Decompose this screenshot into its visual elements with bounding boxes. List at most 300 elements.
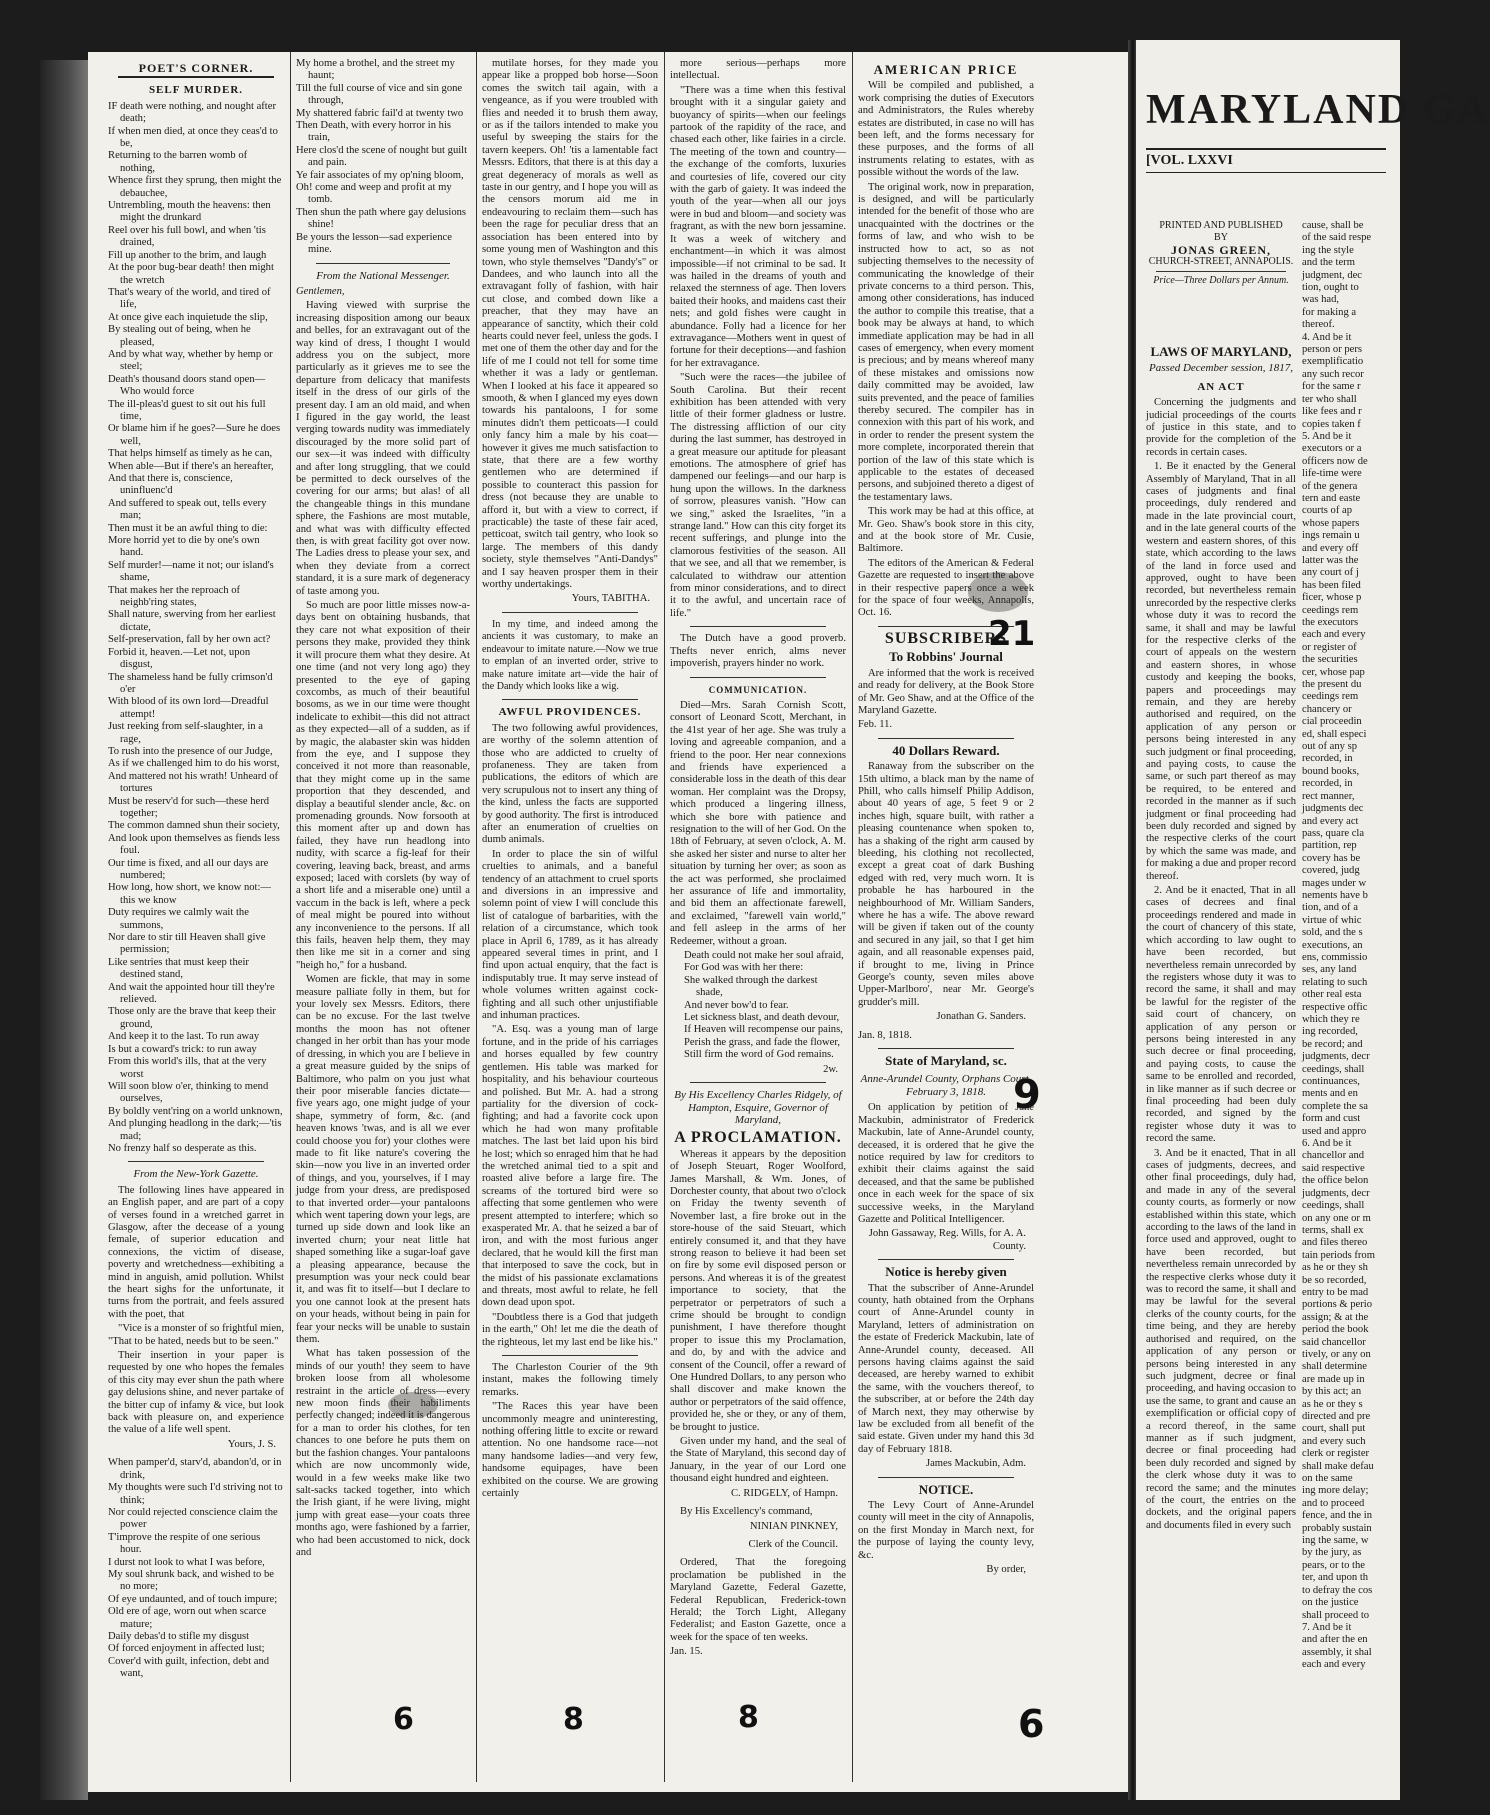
divider bbox=[690, 677, 826, 678]
paragraph: "The Races this year have been uncommonly meagre and uninteresting, nothing offering little to excite or reward attention. No one handsome race—not many handsome ladies—and very few, handsome equipages, have been exhibited on the course. We are growing certainly bbox=[482, 1401, 658, 1500]
poem-line: The ill-pleas'd guest to sit out his full time, bbox=[108, 398, 266, 422]
poem-line: Untrembling, mouth the heavens: then might the drunkard bbox=[108, 200, 271, 224]
proclamation-preamble: By His Excellency Charles Ridgely, of Hampton, Esquire, Governor of Maryland, bbox=[674, 1089, 842, 1126]
text-fragment: tion, and of a bbox=[1302, 902, 1358, 914]
poem-line: And look upon themselves as fiends less foul. bbox=[108, 832, 280, 857]
poem-line: My thoughts were such I'd striving not to think; bbox=[108, 1482, 283, 1506]
divider bbox=[690, 626, 826, 627]
american-price-heading: AMERICAN PRICE bbox=[873, 62, 1019, 77]
poem-line: And wait the appointed hour till they're relieved. bbox=[108, 981, 275, 1006]
poem-line: Nor could rejected conscience claim the power bbox=[108, 1506, 278, 1531]
subscribers-date: Feb. 11. bbox=[858, 719, 893, 731]
column-rule bbox=[664, 52, 665, 1782]
poem-glasgow-continued bbox=[296, 58, 470, 257]
text-fragment: covered, judg bbox=[1302, 865, 1360, 877]
poem-line: Here clos'd the scene of nought but guilt and pain. bbox=[296, 144, 468, 169]
divider bbox=[502, 612, 638, 613]
poem-line: From this world's ills, that at the very worst bbox=[108, 1056, 267, 1080]
text-fragment: said respective bbox=[1302, 1162, 1365, 1174]
text-fragment: assembly, it shal bbox=[1302, 1646, 1372, 1658]
poets-corner-heading: POET'S CORNER. bbox=[118, 62, 274, 78]
text-fragment: terms, shall ex bbox=[1302, 1224, 1364, 1236]
text-fragment: complete the sa bbox=[1302, 1100, 1368, 1112]
text-fragment: the present du bbox=[1302, 679, 1362, 691]
text-fragment: court, shall put bbox=[1302, 1423, 1366, 1435]
text-fragment: courts of ap bbox=[1302, 505, 1353, 517]
paragraph: The two following awful providences, are worthy of the solemn attention of those who are addicted to cruelty of profaneness. They are taken from publications, the editors of which are very scrupulous not to insert any thing of the kind, unless the facts are supported by good authority. The first is introduced after an enumeration of cruelties on dumb animals. bbox=[482, 722, 658, 846]
poem-line: My shattered fabric fail'd at twenty two bbox=[296, 107, 464, 119]
text-fragment: bound books, bbox=[1302, 765, 1360, 777]
column-awful-providences bbox=[482, 58, 658, 1778]
notice2-signature: By order, bbox=[986, 1564, 1026, 1576]
poem-line: Like sentries that must keep their destined stand, bbox=[108, 956, 249, 981]
proclamation-title: A PROCLAMATION. bbox=[674, 1129, 842, 1147]
text-fragment: cause, shall be bbox=[1302, 220, 1364, 231]
poem-line: Oh! come and weep and profit at my tomb. bbox=[296, 182, 452, 206]
awful-providences-heading: AWFUL PROVIDENCES. bbox=[498, 706, 642, 719]
text-fragment: whose papers bbox=[1302, 517, 1360, 529]
text-fragment: probably sustain bbox=[1302, 1522, 1372, 1534]
proclamation-clerk: NINIAN PINKNEY, bbox=[749, 1520, 838, 1532]
paragraph: The editors of the American & Federal Gazette are requested to insert the above in their respective papers once a week for the space of four weeks, Annapolis, Oct. 16. bbox=[858, 557, 1034, 619]
dutch-proverb: The Dutch have a good proverb. Thefts never enrich, alms never impoverish, prayers hinder no work. bbox=[670, 633, 846, 670]
text-fragment: out of any sp bbox=[1302, 741, 1358, 753]
state-signature: John Gassaway, Reg. Wills, for A. A. County. bbox=[868, 1228, 1026, 1252]
text-fragment: ceedings, shall bbox=[1302, 1200, 1365, 1212]
poem-line: Reel over his full bowl, and when 'tis drained, bbox=[108, 224, 266, 249]
text-fragment: and files thereo bbox=[1302, 1237, 1368, 1249]
text-fragment: shall make defau bbox=[1302, 1460, 1374, 1472]
laws-session: Passed December session, 1817, bbox=[1149, 362, 1293, 375]
text-fragment: of the said respe bbox=[1302, 232, 1372, 244]
text-fragment: chancellor and bbox=[1302, 1150, 1365, 1162]
text-fragment: any court of j bbox=[1302, 567, 1359, 579]
text-fragment: mages under w bbox=[1302, 877, 1367, 889]
poem-line: And never bow'd to fear. bbox=[684, 999, 789, 1011]
laws-column bbox=[1146, 340, 1296, 1534]
poem-line: That's weary of the world, and tired of life, bbox=[108, 286, 271, 311]
column-races-proclamation bbox=[670, 58, 846, 1778]
text-fragment: form and cust bbox=[1302, 1113, 1361, 1125]
text-fragment: executors or a bbox=[1302, 443, 1362, 455]
text-fragment: and to proceed bbox=[1302, 1497, 1365, 1509]
poem-line: Those only are the brave that keep their ground, bbox=[108, 1006, 276, 1030]
new-york-gazette-heading: From the New-York Gazette. bbox=[133, 1168, 259, 1181]
text-fragment: was had, bbox=[1302, 294, 1340, 306]
column-rule bbox=[852, 52, 853, 1782]
text-fragment: latter was the bbox=[1302, 554, 1359, 566]
act-section: 1. Be it enacted by the General Assembly of Maryland, That in all cases of judgments and final proceedings, duly rendered and made in the late provincial court, and in the late general courts of the western and eastern shores, of this state, which according to the laws of the land in force used and approved, ought to have been recorded, but nevertheless remain unrecorded by the respective clerks whose duty it was to record the same, it shall and may be lawful for the respective clerks of the court of appeals on the western and eastern shores, in whose custody and keeping the books, papers and proceedings may remain, and they are hereby authorised and required, on the application of any person or persons being interested in any such judgment or final proceeding, and paying costs, to cause the same, or such part thereof as may be required, to be entered and recorded in the manner as if such judgment or final proceeding had been duly recorded and signed by the respective clerks of the court by which the same was made, and for making a due and proper record thereof. bbox=[1146, 461, 1297, 882]
proclamation-order: Ordered, That the foregoing proclamation be published in the Maryland Gazette, Federal Gazette, Federal Republican, Frederick-town Herald; the Torch Light, Allegany Federalist; and Easton Gazette, once a week for the space of ten weeks. bbox=[670, 1557, 846, 1643]
footnote: In my time, and indeed among the ancients it was customary, to make an endeavour to imitate nature.—Now we true to emplan of an inverted order, strive to make nature imitate art—vide the hair of the Dandy which looks like a wig. bbox=[482, 618, 658, 692]
poem-line: Cover'd with guilt, infection, debt and want, bbox=[108, 1655, 270, 1680]
gazette-signature: Yours, J. S. bbox=[227, 1438, 276, 1450]
poem-line: Whence first they sprung, then might the debauchee, bbox=[108, 175, 282, 199]
poem-line: Must be reserv'd for such—these herd together; bbox=[108, 795, 270, 819]
text-fragment: person or pers bbox=[1302, 344, 1363, 356]
poem-line: Death could not make her soul afraid, bbox=[684, 950, 844, 962]
paragraph: "A. Esq. was a young man of large fortune, and in the pride of his carriages and horses equalled by few country gentlemen. His table was marked for hospitality, and his behaviour courteous and polished. But Mr. A. had a strong partiality for the diversion of cock-fighting; and had a favorite cock upon which he had won many profitable matches. The last bet laid upon his bird he lost; which so enraged him that he had the wretched animal tied to a spit and roasted alive before a large fire. The screams of the tortured bird were so affecting that some gentlemen who were present attempted to interfere; which so exasperated Mr. A. that he seized a bar of iron, and with the most furious anger declared, that he would kill the first man that interposed to save the cock, but in the midst of his passionate exclamations and threats, most awful to relate, he fell down dead upon spot. bbox=[482, 1024, 658, 1309]
poem-line: As if we challenged him to do his worst, bbox=[108, 758, 280, 770]
text-fragment: ter, and upon th bbox=[1302, 1572, 1369, 1584]
text-fragment: 5. And be it bbox=[1302, 430, 1352, 442]
poem-line: The shameless hand be fully crimson'd o'er bbox=[108, 671, 273, 695]
poem-title-self-murder: SELF MURDER. bbox=[148, 84, 244, 97]
notice2-text: The Levy Court of Anne-Arundel county will meet in the city of Annapolis, on the first Monday in March next, for the purpose of laying the county levy, &c. bbox=[858, 1500, 1034, 1561]
text-fragment: judgments dec bbox=[1302, 803, 1364, 815]
poem-line: And keep it to the last. To run away bbox=[108, 1031, 260, 1043]
text-fragment: to defray the cos bbox=[1302, 1584, 1373, 1596]
poem-line: For God was with her there: bbox=[684, 962, 804, 974]
poem-line: My soul shrunk back, and wished to be no more; bbox=[108, 1568, 274, 1593]
reward-signature: Jonathan G. Sanders. bbox=[936, 1011, 1026, 1023]
text-fragment: directed and pre bbox=[1302, 1411, 1371, 1422]
notice-heading: Notice is hereby given bbox=[885, 1264, 1007, 1280]
poem-line: Let sickness blast, and death devour, bbox=[684, 1012, 840, 1024]
text-fragment: said chancellor bbox=[1302, 1336, 1366, 1348]
text-fragment: of the genera bbox=[1302, 480, 1358, 492]
text-fragment: pass, quare cla bbox=[1302, 827, 1365, 839]
text-fragment: shall determine bbox=[1302, 1361, 1368, 1373]
publisher-line1: PRINTED AND PUBLISHED bbox=[1159, 220, 1283, 231]
newspaper-page-right bbox=[1136, 40, 1490, 1800]
poem-line: And suffered to speak out, tells every man; bbox=[108, 497, 267, 522]
notice-signature: James Mackubin, Adm. bbox=[925, 1458, 1026, 1470]
text-fragment: ceedings rem bbox=[1302, 691, 1359, 703]
poem-self-murder bbox=[108, 101, 284, 1156]
text-fragment: judgment, dec bbox=[1302, 269, 1363, 281]
text-fragment: on any one or m bbox=[1302, 1212, 1371, 1224]
text-fragment: tion, ought to bbox=[1302, 282, 1359, 294]
text-fragment: ings remain u bbox=[1302, 530, 1360, 542]
text-fragment: chancery or bbox=[1302, 703, 1352, 715]
handwritten-number: 6 bbox=[393, 1702, 414, 1737]
book-edge-left bbox=[40, 60, 88, 1800]
text-fragment: each and every bbox=[1302, 629, 1366, 641]
text-fragment: 4. And be it bbox=[1302, 331, 1352, 343]
text-fragment: the executors bbox=[1302, 617, 1359, 628]
proclamation-text: Whereas it appears by the deposition of Joseph Steuart, Roger Woolford, James Marshall, & Wm. Jones, of Dorchester county, that about two o'clock on Friday the twenty seventh of November last, a fire broke out in the store-house of the said Steuart, which entirely consumed it, and that they have strong reason to believe it had been set on fire by some evil disposed person or persons. And whereas it is of the greatest importance to society, that the perpetrator or perpetrators of such a crime should be brought to condign punishment, I have therefore thought proper to issue this my Proclamation, and do, by and with the advice and consent of the Council, offer a reward of One Hundred Dollars, to any person who shall discover and make known the author or perpetrators of the said offence, provided he, she or they, or any of them, be brought to justice. bbox=[670, 1148, 846, 1433]
paragraph: What has taken possession of the minds of our youth! they seem to have broken loose from all wholesome restraint in the article of dress—every new moon finds their habiliments perfectly changed; indeed it is dangerous for a man to order his clothes, for ten chances to one before he puts them on but the fashion changes. Your pantaloons which are now uncommonly wide, would in a few weeks make like two salt-sacks tacked together, into which the Irish giant, if he were living, might jump with great ease—your coats three months ago, were fashioned by a farrier, who had been accustomed to nick, dock and bbox=[296, 1348, 470, 1558]
divider bbox=[878, 1259, 1014, 1260]
handwritten-number: 8 bbox=[563, 1702, 584, 1737]
poem-line: Duty requires we calmly wait the summons, bbox=[108, 907, 249, 931]
paragraph: "There was a time when this festival brought with it a singular gaiety and buoyancy of spirits—when our feelings partook of the rapidity of the race, and chased each other, like fairies in a circle. The meeting of the town and country—the exchange of the comforts, luxuries and courtesies of life, covered our city with the garb of gaiety. It was indeed the youth of the year—when all our joys were in bud and bloom—and society was fragrant, as with the new born jessamine. It was a week of witchery and enchantment—in which it was almost impossible—if not criminal to be sad. It was hailed in the dreams of youth and relaxed the sternness of age. Then lovers baited their hooks, and maidens cast their nets; and gold fishes were caught in abundance. Folly had a licence for her extravagance—Mothers went in quest of fortune for their deceptions—and fashion for her extravagance. bbox=[670, 84, 846, 369]
text-fragment: other real esta bbox=[1302, 989, 1362, 1001]
publisher-line2: BY bbox=[1214, 232, 1228, 243]
text-fragment: ments and en bbox=[1302, 1088, 1358, 1100]
text-fragment: on the justice bbox=[1302, 1597, 1359, 1609]
text-fragment: by this act; an bbox=[1302, 1386, 1362, 1398]
text-fragment: has been filed bbox=[1302, 579, 1361, 591]
text-fragment: life-time were bbox=[1302, 468, 1362, 480]
handwritten-number: 21 bbox=[988, 614, 1036, 654]
text-fragment: be record; and bbox=[1302, 1038, 1363, 1050]
poem-line: Daily debas'd to stifle my disgust bbox=[108, 1630, 250, 1642]
column-messenger bbox=[296, 58, 470, 1778]
text-fragment: by the jury, as bbox=[1302, 1547, 1362, 1559]
text-fragment: thereof. bbox=[1302, 319, 1335, 331]
divider bbox=[316, 263, 450, 264]
proclamation-date: Jan. 15. bbox=[670, 1646, 703, 1658]
text-fragment: ing recorded, bbox=[1302, 1026, 1358, 1038]
verse-signature: 2w. bbox=[823, 1063, 838, 1075]
text-fragment: rect manner, bbox=[1302, 790, 1355, 802]
subscribers-subheading: To Robbins' Journal bbox=[889, 649, 1003, 665]
text-fragment: recorded, in bbox=[1302, 778, 1353, 790]
act-section: 3. And be it enacted, That in all cases of judgments, decrees, and other final proceedings, duly had, and made in any of the several county courts, as formerly or now established within this state, which according to the laws of the land in force used and approved, ought to have been recorded, but nevertheless remain unrecorded by the respective clerks whose duty it was to record the same, it shall and may be lawful for the several clerks of the county courts, for the time being, and they are hereby authorised and required, on the application of any person or persons being interested in any such judgment, decree or final proceeding, and having occasion to use the same, to grant and cause an exemplification or official copy of a record thereof, in the same manner as if such judgment, decree or final proceeding had been duly recorded and signed by the clerk whose duty it was to record the same; and the minutes of the court, the entries on the dockets, and the original papers and documents filed in every such bbox=[1146, 1147, 1296, 1531]
handwritten-number: 8 bbox=[738, 1700, 759, 1735]
text-fragment: continuances, bbox=[1302, 1076, 1360, 1088]
poem-line: Is but a coward's trick: to run away bbox=[108, 1043, 257, 1055]
price-line: Price—Three Dollars per Annum. bbox=[1153, 275, 1289, 286]
gazette-quote: "Vice is a monster of so frightful mien, "That to be hated, needs but to be seen." bbox=[108, 1323, 284, 1347]
poem-line: My home a brothel, and the street my haunt; bbox=[296, 58, 455, 82]
notice2-heading: NOTICE. bbox=[918, 1481, 974, 1497]
text-fragment: assign; & at the bbox=[1302, 1311, 1369, 1323]
text-fragment: and after the en bbox=[1302, 1634, 1368, 1646]
text-fragment: shall proceed to bbox=[1302, 1609, 1370, 1621]
poem-line: Forbid it, heaven.—Let not, upon disgust, bbox=[108, 646, 251, 671]
text-fragment: virtue of whic bbox=[1302, 914, 1362, 926]
publisher-name: JONAS GREEN, bbox=[1170, 243, 1271, 257]
paragraph: "Doubtless there is a God that judgeth in the earth," Oh! let me die the death of the righteous, let my last end be like his." bbox=[482, 1311, 658, 1348]
text-fragment: for the same r bbox=[1302, 381, 1361, 393]
text-fragment: ficer, whose p bbox=[1302, 592, 1362, 604]
paragraph: This work may be had at this office, at Mr. Geo. Shaw's book store in this city, and at the book store of Mr. Cusie, Baltimore. bbox=[858, 506, 1034, 555]
communication-heading: COMMUNICATION. bbox=[708, 684, 808, 695]
poem-line: At once give each inquietude the slip, bbox=[108, 311, 268, 323]
state-text: On application by petition of Jane Mackubin, administrator of Frederick Mackubin, late of Anne-Arundel county, deceased, it is ordered that he give the notice required by law for creditors to exhibit their claims against the said deceased, and that the same be published once in each week for the space of six successive weeks, in the Maryland Gazette and Political Intelligencer. bbox=[858, 1102, 1034, 1225]
text-fragment: as he or they sh bbox=[1302, 1262, 1368, 1274]
text-fragment: executions, an bbox=[1302, 939, 1363, 951]
text-fragment: ses, any land bbox=[1302, 964, 1357, 976]
poem-line: By boldly vent'ring on a world unknown, bbox=[108, 1105, 283, 1117]
text-fragment: ceedings rem bbox=[1302, 604, 1359, 616]
text-fragment: period the book bbox=[1302, 1324, 1369, 1336]
text-fragment: ing more delay; bbox=[1302, 1485, 1369, 1497]
text-fragment: 7. And be it bbox=[1302, 1621, 1352, 1633]
poem-line: She walked through the darkest shade, bbox=[684, 974, 818, 999]
text-fragment: and the term bbox=[1302, 257, 1355, 269]
text-fragment: recorded, in bbox=[1302, 753, 1353, 765]
poem-line: And mattered not his wrath! Unheard of tortures bbox=[108, 770, 279, 795]
column-rule bbox=[476, 52, 477, 1782]
text-fragment: tern and easte bbox=[1302, 492, 1361, 504]
masthead-title: MARYLAND GA bbox=[1146, 87, 1490, 133]
text-fragment: ed, shall especi bbox=[1302, 728, 1367, 740]
text-fragment: portions & perio bbox=[1302, 1299, 1373, 1311]
subscribers-text: Are informed that the work is received and ready for delivery, at the Book Store of Mr. Geo Shaw, and at the Office of the Maryland Gazette. bbox=[858, 667, 1034, 716]
divider bbox=[502, 1355, 638, 1356]
paragraph: The original work, now in preparation, is designed, and will be particularly intended for the benefit of those who are unacquainted with the doctrines or the forms of law, and who wish to be instructed how to act, so as not subjecting themselves to the necessity of communicating the knowledge of their private concerns to a third person. This, among other considerations, has induced the author to compile this treatise, that a book may be always at hand, to which immediate application may be had in all cases of emergency, when every moment is precious; and by means whereof many of these mistakes and omissions now daily committed may be avoided, law suits prevented, and the peace of families thereby secured. The compiler has in connexion with this part of his work, and in order to render the present system the more complete, incorporated therein that portion of the law of this state which is applicable to the estates of deceased persons, and subjoined thereto a digest of the testamentary laws. bbox=[858, 181, 1034, 503]
paragraph: Women are fickle, that may in some measure palliate folly in them, but for your lovely sex Messrs. Editors, there can be no excuse. For the last twelve months the moon has not oftener changed in her orbit than has your mode of dressing, in which you are I believe in a great measure guided by the snips of Baltimore, who palm on you just what their poor miserable fancies dictate—five years ago, one might judge of your shape, symmetry of form, &c. (and heaven knows 'twas, and is all we ever could choose you for) your clothes were made to fit like nature's covering the skin—now you live in an inverted order of things, and you, yourselves, if I may judge from your dress, are predisposed to that inverted order—your pantaloons which went tapering down your legs, are turned up side down and look like an inverted churn; your neat little hat shaped something like a sugar-loaf gave a pleasing appearance, because the presumption was your neck could bear it, and was fit to itself—but I declare to you one cannot look at the present hats on your heads, without being in pain for fear your necks will be unable to sustain them. bbox=[296, 974, 470, 1346]
poem-line: Returning to the barren womb of nothing, bbox=[108, 150, 248, 174]
poem-line: And by what way, whether by hemp or steel; bbox=[108, 348, 273, 373]
handwritten-number: 9 bbox=[1013, 1072, 1041, 1118]
poem-line: That makes her the reproach of neighb'ring states, bbox=[108, 584, 241, 609]
column-poets-corner bbox=[108, 58, 284, 1778]
poem-line: Shall nature, swerving from her earliest dictate, bbox=[108, 609, 276, 633]
poem-line: That helps himself as timely as he can, bbox=[108, 448, 273, 460]
text-fragment: and every off bbox=[1302, 542, 1359, 554]
poem-line: Old ere of age, worn out when scarce mature; bbox=[108, 1606, 267, 1630]
poem-line: IF death were nothing, and nought after death; bbox=[108, 100, 276, 125]
poem-line: And plunging headlong in the dark;—'tis mad; bbox=[108, 1118, 282, 1142]
gazette-request: Their insertion in your paper is requested by one who hopes the females of this city may ever shun the path where gay delusions shine, and never partake of the bitter cup of infamy & vice, but look back with pleasure on, and experience the value of a life well spent. bbox=[108, 1350, 284, 1436]
text-fragment: for making a bbox=[1302, 306, 1357, 318]
text-fragment: nements have b bbox=[1302, 889, 1368, 901]
divider bbox=[878, 738, 1014, 739]
poem-line: When pamper'd, starv'd, abandon'd, or in drink, bbox=[108, 1457, 282, 1481]
text-fragment: sold, and the s bbox=[1302, 927, 1363, 939]
proclamation-given: Given under my hand, and the seal of the State of Maryland, this second day of January, in the year of our Lord one thousand eight hundred and eighteen. bbox=[670, 1436, 846, 1485]
text-fragment: clerk or register bbox=[1302, 1448, 1370, 1460]
laws-heading: LAWS OF MARYLAND, bbox=[1150, 344, 1292, 359]
text-fragment: entry to be mad bbox=[1302, 1286, 1369, 1298]
poem-line: Or blame him if he goes?—Sure he does well, bbox=[108, 423, 281, 447]
volume-line: [VOL. LXXVI bbox=[1146, 148, 1386, 173]
orphans-court-subheading: Anne-Arundel County, Orphans Court, February 3, 1818. bbox=[860, 1073, 1032, 1098]
reward-heading: 40 Dollars Reward. bbox=[892, 742, 1000, 758]
divider bbox=[878, 1048, 1014, 1049]
text-fragment: ing the style bbox=[1302, 244, 1354, 256]
far-right-column-fragment bbox=[1302, 220, 1400, 1672]
text-fragment: 6. And be it bbox=[1302, 1138, 1352, 1150]
proclamation-clerk-title: Clerk of the Council. bbox=[748, 1538, 838, 1550]
poem-line: Then Death, with every horror in his train, bbox=[296, 120, 452, 144]
poem-line: At the poor bug-bear death! then might the wretch bbox=[108, 262, 274, 286]
poem-line: Just reeking from self-slaughter, in a rage, bbox=[108, 721, 263, 745]
reward-date: Jan. 8, 1818. bbox=[858, 1029, 912, 1041]
poem-line: Of forced enjoyment in affected lust; bbox=[108, 1643, 265, 1655]
text-fragment: ceedings, shall bbox=[1302, 1063, 1365, 1075]
poem-line: The common damned shun their society, bbox=[108, 820, 280, 832]
text-fragment: be so recorded, bbox=[1302, 1274, 1367, 1286]
paragraph: mutilate horses, for they made you appear like a propped bob horse—Soon comes the switch tail again, with a vengeance, as if you were troubled with flies and needed it to brush them away, or as if the tailors intended to make you useful by sweeping the stairs for the tavern keepers. Oh! 'tis a lamentable fact Messrs. Editors, that there is at this day a great degeneracy of morals as well as taste in our gentry, and I hope you will as the censors morum aid me in endeavouring to reclaim them—such has been the rage for peculiar dress that an association has been entered into by some young men of Washington and this town, who style themselves "Dandy's" or Dandees, and who launch into all the extravagant folly of fashion, with hair cut close, and combed down like a preacher, that they may have an appearance of sanctity, which their cold hearts could never feel, unless the gods. I met one of them the other day and for the life of me I could not tell for some time whether it was a lady or gentleman. When I looked at his face it appeared so smooth, & when I glanced my eyes down towards his pantaloons, I for some minutes didn't them petticoats—I could only fancy him a male by his coat—however it gives me much satisfaction to state, that there are a few worthy gentlemen who are determined if possible to counteract this passion for dress (not because they are unable to afford it, but with a view to correct, if practicable) the taste of these fair aced, petticoat, switch tail gentry, who look so large. The members of this dandy society, style themselves "Anti-Dandys" and I say heaven prosper them in their worthy undertakings. bbox=[482, 58, 658, 591]
subscribers-heading: SUBSCRIBERS bbox=[884, 629, 1008, 647]
poem-line: More horrid yet to die by one's own hand. bbox=[108, 535, 260, 559]
column-rule bbox=[290, 52, 291, 1782]
text-fragment: ter who shall bbox=[1302, 393, 1357, 405]
poem-line: Fill up another to the brim, and laugh bbox=[108, 249, 267, 261]
poem-glasgow bbox=[108, 1457, 284, 1680]
text-fragment: partition, rep bbox=[1302, 840, 1357, 852]
text-fragment: which they re bbox=[1302, 1014, 1360, 1025]
poem-line: If when men died, at once they ceas'd to be, bbox=[108, 125, 278, 150]
poem-line: Till the full course of vice and sin gone through, bbox=[296, 82, 463, 107]
paragraph: So much are poor little misses now-a-days bent on obtaining husbands, that they care not what exposition of their persons they make, provided they think it will procure them what they desire. At one time (and not very long ago) they presented to the eye of gaping coxcombs, as much of their beautiful bosoms, as we in our time were thought indelicate to exhibit—this did not attract as they expected—all of a sudden, as if by magic, the alabaster skin was hidden from the eye, and I suppose they conceived it not more than reasonable, that they might come up in the same proportion that they descended, and display a beautiful slender ancle, &c. on promenading grounds. Now forsooth at this moment after up and down has failed, they have run headlong into nudity, with scarce a fig-leaf for their covering, leaving back, breast, and arms exposed; laced with corslets (by way of a short life and a miserable one) until a vaccum in the back is left, where a peck of meal might be poured into without any inconvenience to the persons. If all this fails, heaven help them, they may then like me sit in a corner and sing "heigh ho," for a husband. bbox=[296, 600, 470, 971]
text-fragment: ing the same, w bbox=[1302, 1535, 1369, 1547]
poem-line: With blood of its own lord—Dreadful attempt! bbox=[108, 696, 269, 720]
salutation: Gentlemen, bbox=[296, 285, 345, 297]
reward-text: Ranaway from the subscriber on the 15th ultimo, a black man by the name of Phill, who calls himself Philip Addison, about 40 years of age, 5 feet 9 or 2 inches high, square built, with rather a pleasing countenance when spoken to, has a shaking of the right arm caused by bleeding, his clothing not recollected, except a great coat of dark Bushing edged with red, very much worn. It is probable he has harboured in the neighbourhood of Mr. William Sanders, where he has a wife. The above reward will be given if taken out of the county and secured in any jail, so that I get him again, and all reasonable expenses paid, if brought to me, living in Prince George's county, seven miles above Upper-Marlboro', near Mr. George's grudder's mill. bbox=[858, 761, 1034, 1008]
text-fragment: fence, and the in bbox=[1302, 1510, 1373, 1522]
act-heading: AN ACT bbox=[1197, 380, 1245, 393]
text-fragment: pears, or to the bbox=[1302, 1559, 1365, 1571]
column-advertisements bbox=[858, 58, 1034, 1778]
text-fragment: each and every bbox=[1302, 1659, 1366, 1671]
text-fragment: or register of bbox=[1302, 641, 1357, 653]
divider bbox=[502, 699, 638, 700]
ink-stain bbox=[388, 1392, 438, 1418]
poem-line: Be yours the lesson—sad experience mine. bbox=[296, 231, 452, 256]
text-fragment: judgments, decr bbox=[1302, 1051, 1370, 1063]
text-fragment: officers now de bbox=[1302, 455, 1368, 467]
publisher-street: CHURCH-STREET, ANNAPOLIS. bbox=[1148, 256, 1294, 267]
obituary: Died—Mrs. Sarah Cornish Scott, consort of Leonard Scott, Merchant, in the 41st year of her age. She was truly a loving and agreeable companion, and a friend to the poor. Her near connexions and friends have experienced a considerable loss in the death of this dear woman. Her complaint was the Dropsy, which produced a lingering illness, which she bore with patience and resignation to the will of her God. On the 18th of February, at seven o'clock, A. M. she asked her sister and nurse to alter her situation by turning her over; as soon as the act was performed, she proclaimed her assurance of life and immortality, and bid them an affectionate farewell, and exclaimed, "farewell vain world," and fell asleep in the arms of her Redeemer, without a groan. bbox=[670, 699, 846, 947]
text-fragment: like fees and r bbox=[1302, 406, 1362, 418]
paragraph: The Charleston Courier of the 9th instant, makes the following timely remarks. bbox=[482, 1362, 658, 1398]
poem-line: Perish the grass, and fade the flower, bbox=[684, 1036, 841, 1048]
handwritten-number: 6 bbox=[1018, 1702, 1045, 1746]
poem-line: Will soon blow o'er, thinking to mend ourselves, bbox=[108, 1080, 269, 1105]
act-intro: Concerning the judgments and judicial proceedings of the courts of justice in this state, and to provide for the completion of the records in certain cases. bbox=[1146, 397, 1296, 458]
text-fragment: and every act bbox=[1302, 815, 1359, 827]
poem-line: T'improve the respite of one serious hour. bbox=[108, 1531, 261, 1556]
poem-line: And that there is, conscience, uninfluenc'd bbox=[108, 473, 233, 497]
state-of-maryland-heading: State of Maryland, sc. bbox=[885, 1053, 1007, 1069]
divider bbox=[878, 1477, 1014, 1478]
national-messenger-heading: From the National Messenger. bbox=[316, 269, 450, 282]
poem-line: If Heaven will recompense our pains, bbox=[684, 1024, 843, 1036]
poem-line: How long, how short, we know not:—this we know bbox=[108, 882, 272, 906]
poem-line: Our time is fixed, and all our days are numbered; bbox=[108, 857, 269, 881]
text-fragment: the office belon bbox=[1302, 1175, 1369, 1187]
poem-line: Then must it be an awful thing to die: bbox=[108, 522, 268, 534]
poem-line: Self-preservation, fall by her own act? bbox=[108, 634, 271, 646]
poem-line: Of eye undaunted, and of touch impure; bbox=[108, 1593, 278, 1605]
text-fragment: and every such bbox=[1302, 1435, 1366, 1447]
text-fragment: respective offic bbox=[1302, 1001, 1368, 1013]
text-fragment: tively, or any on bbox=[1302, 1348, 1371, 1360]
poem-line: Nor dare to stir till Heaven shall give permission; bbox=[108, 932, 266, 956]
poem-line: Still firm the word of God remains. bbox=[684, 1049, 834, 1061]
paragraph: Having viewed with surprise the increasing disposition among our beaux and belles, for an extravagant out of the way kind of dress, I thought I would address you on the subject, more particularly as it grieves me to see the departure from delicacy that manifests itself in the dress of our girls of the present day. I am an old maid, and when I figured in the gay world, the least verging towards nudity was immediately discouraged by the more solid part of our sex—it was indeed with difficulty and after long struggling, that we could be permitted to deck ourselves of the covering for our arms; but alas! of all the changeable things in this mundane sphere, the Fashions are most mutable, and what was with difficulty effected then, is with great facility got over now. The Ladies dress to please your sex, and when they deviate from a correct standard, it is a sure mark of degeneracy of taste among you. bbox=[296, 300, 470, 597]
gazette-intro: The following lines have appeared in an English paper, and are part of a copy of verses found in a wretched garret in Glasgow, after the decease of a young female, of superior education and connexions, the victim of disease, poverty and wretchedness—exhibiting a mind in anguish, amid pollution. Whilst the heart sighs for the unfortunate, it turns from the portrait, and feels assured with the poet, that bbox=[108, 1184, 284, 1320]
text-fragment: used and appro bbox=[1302, 1125, 1367, 1137]
poem-line: Ye fair associates of my op'ning bloom, bbox=[296, 169, 464, 181]
text-fragment: exemplificatio bbox=[1302, 356, 1364, 368]
poem-line: Death's thousand doors stand open—Who would force bbox=[108, 373, 266, 398]
paragraph: Will be compiled and published, a work comprising the duties of Executors and Administrators, the Rules whereby estates are distributed, in case no will has been left, and the forms necessary for these purposes, and the forms of all instruments relating to estates, with as possible without the words of the law. bbox=[858, 80, 1034, 179]
paragraph: In order to place the sin of wilful cruelties to animals, and a baneful tendency of an attachment to cruel sports and diversions in an impressive and solemn point of view I will conclude this list of catalogue of barbarities, with the relation of a circumstance, which took place in April 6, 1789, as it has already appeared several times in print, and I find upon actual enquiry, that the fact is indisputably true. It may serve instead of whole volumes written against cock-fighting and all such other unjustifiable and inhuman practices. bbox=[482, 848, 658, 1022]
text-fragment: tain periods from bbox=[1302, 1249, 1375, 1261]
text-fragment: covery has be bbox=[1302, 852, 1361, 864]
poem-line: Then shun the path where gay delusions shine! bbox=[296, 206, 467, 231]
poem-line: No frenzy half so desperate as this. bbox=[108, 1142, 257, 1154]
act-section: 2. And be it enacted, That in all cases of decrees and final proceedings rendered and made in the court of chancery of this state, which according to law ought to have been recorded, but nevertheless remain unrecorded by the registers whose duty it was to record the same, it shall and may be lawful for the register of the said court of chancery, on application of any person or persons being interested in any such decree or final proceeding, and paying costs, to cause the same to be enrolled and recorded, in like manner as if such decree or final proceeding had been duly recorded, and signed by the register whose duty it was to record the same. bbox=[1146, 885, 1296, 1145]
text-fragment: the securities bbox=[1302, 654, 1358, 666]
notice-text: That the subscriber of Anne-Arundel county, hath obtained from the Orphans court of Anne-Arundel county in Maryland, letters of administration on the estate of Frederick Mackubin, late of Anne-Arundel county, deceased. All persons having claims against the said deceased, are hereby warned to exhibit the same, with the vouchers thereof, to the subscriber, at or before the 24th day of March next, they may otherwise by law be excluded from all benefit of the said estate. Given under my hand this 3d day of February 1818. bbox=[858, 1282, 1034, 1455]
poem-line: When able—But if there's an hereafter, bbox=[108, 460, 274, 472]
text-fragment: ens, commissio bbox=[1302, 951, 1368, 963]
proclamation-command: By His Excellency's command, bbox=[680, 1506, 813, 1518]
signature-tabitha: Yours, TABITHA. bbox=[571, 593, 650, 605]
paragraph: "Such were the races—the jubilee of South Carolina. But their recent exhibition has been attended with very little of their former gladness or lustre. The distressing affliction of our city during the last summer, has destroyed in a great measure our aptitude for pleasant emotions. The atmosphere of grief has dampened our feelings—and our harp is hung upon the willows. In the darkness of sorrow, pleasures vanish. "How can we sing," asked the Israelites, "in a strange land." How can this city forget its recent sufferings, and plunge into the clamorous festivities of the season. All that we see, and all that we remember, is calculated to withdraw our attention from minor considerations, and to direct it to the awful, and uncertain race of life." bbox=[670, 372, 846, 619]
newspaper-page-left bbox=[88, 52, 1130, 1792]
paragraph: more serious—perhaps more intellectual. bbox=[670, 58, 846, 82]
poem-line: By stealing out of being, when he pleased, bbox=[108, 324, 251, 348]
divider bbox=[128, 1161, 264, 1162]
text-fragment: any such recor bbox=[1302, 368, 1364, 380]
text-fragment: on the same bbox=[1302, 1473, 1353, 1485]
divider bbox=[690, 1082, 826, 1083]
text-fragment: as he or they s bbox=[1302, 1398, 1363, 1410]
text-fragment: judgments, decr bbox=[1302, 1187, 1370, 1199]
poem-line: Self murder!—name it not; our island's shame, bbox=[108, 559, 274, 584]
text-fragment: cial proceedin bbox=[1302, 716, 1362, 728]
